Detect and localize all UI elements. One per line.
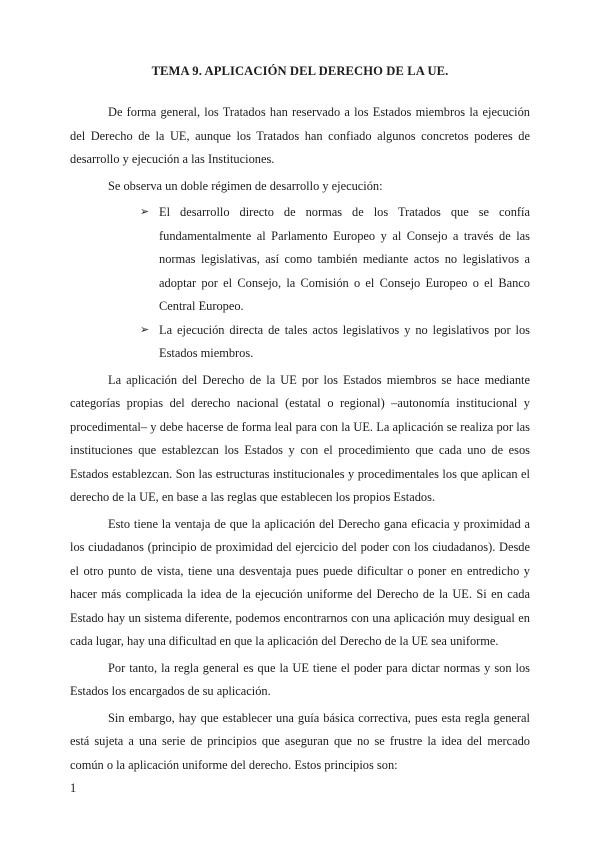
paragraph-regla-general: Por tanto, la regla general es que la UE tiene el poder para dictar normas y son los Estados los encargados de su aplicación. — [70, 660, 530, 698]
list-item — [140, 201, 530, 319]
paragraph-doble-regimen: Se observa un doble régimen de desarrollo y ejecución: — [108, 178, 383, 193]
page-number: 1 — [70, 781, 77, 795]
paragraph-intro-general: De forma general, los Tratados han reservado a los Estados miembros la ejecución del Derecho de la UE, aunque los Tratados han confiado algunos concretos poderes de desarrollo y ejecución a las Instituciones. — [70, 105, 530, 166]
paragraph-aplicacion-estados: La aplicación del Derecho de la UE por los Estados miembros se hace mediante categorías propias del derecho nacional (estatal o regional) –autonomía institucional y procedimental– y debe hacerse de forma leal para con la UE. La aplicación se realiza por las instituciones que establezcan los Estados y con el procedimiento que cada uno de esos Estados establezcan. Son las estructuras institucionales y procedimentales los que aplican el derecho de la UE, en base a las reglas que establecen los propios Estados. — [70, 372, 530, 504]
paragraph-ventaja-desventaja: Esto tiene la ventaja de que la aplicación del Derecho gana eficacia y proximidad a los ciudadanos (principio de proximidad del ejercicio del poder con los ciudadanos). Desde el otro punto de vista, tiene una desventaja pues puede dificultar o poner en entredicho y hacer más complicada la idea de la ejecución uniforme del Derecho de la UE. Si en cada Estado hay un sistema diferente, podemos encontrarnos con una aplicación muy desigual en cada lugar, hay una dificultad en que la aplicación del Derecho de la UE sea uniforme. — [70, 516, 530, 648]
bullet-list — [70, 201, 530, 366]
document-title: TEMA 9. APLICACIÓN DEL DERECHO DE LA UE. — [151, 64, 449, 78]
arrow-bullet-icon: ➢ — [140, 206, 150, 218]
arrow-bullet-icon: ➢ — [140, 323, 150, 336]
paragraph-principios: Sin embargo, hay que establecer una guía básica correctiva, pues esta regla general está sujeta a una serie de principios que aseguran que no se frustre la idea del mercado común o la aplicación uniforme del derecho. Estos principios son: — [70, 710, 530, 772]
list-item-text: La ejecución directa de tales actos legislativos y no legislativos por los Estados miembros. — [159, 322, 530, 360]
list-item-text: El desarrollo directo de normas de los Tratados que se confía fundamentalmente al Parlamento Europeo y al Consejo a través de las normas legislativas, así como también mediante actos no legislativos a adoptar por el Consejo, la Comisión o el Consejo Europeo o el Banco Central Europeo. — [159, 205, 530, 313]
list-item — [140, 319, 530, 366]
